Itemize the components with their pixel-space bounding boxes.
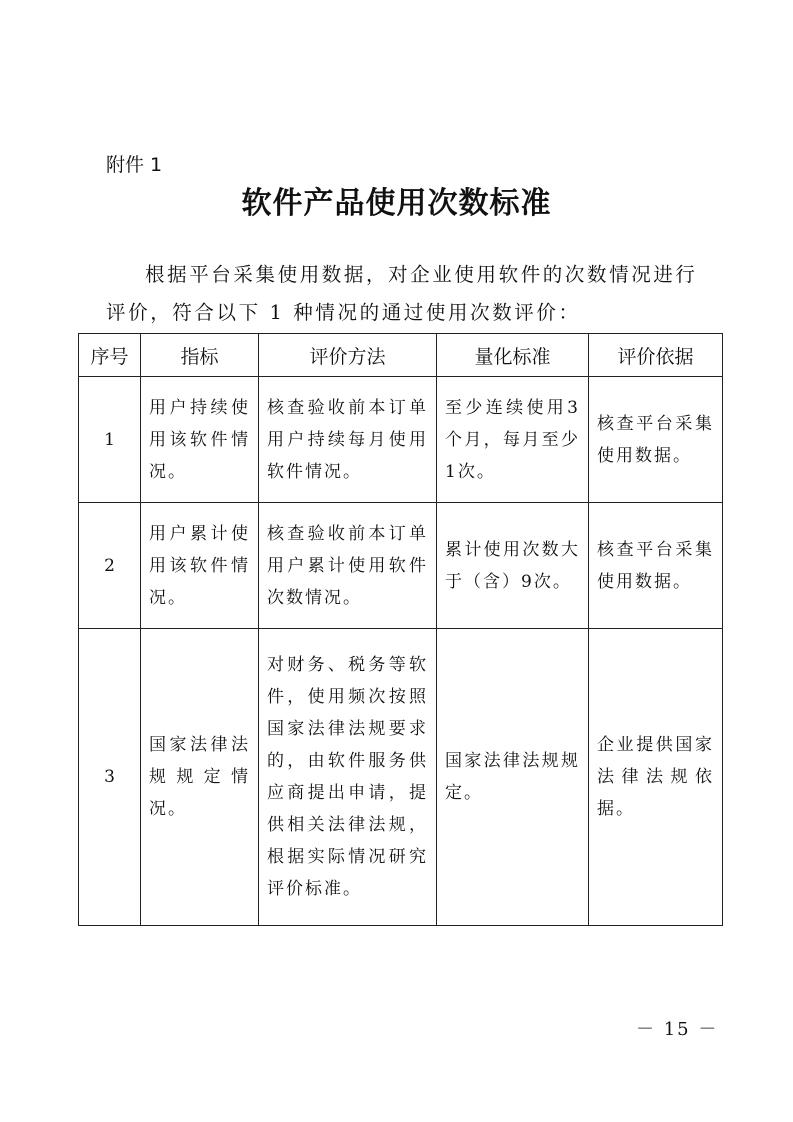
cell-standard: 至少连续使用3个月，每月至少1次。 <box>437 377 589 503</box>
cell-method: 核查验收前本订单用户累计使用软件次数情况。 <box>259 503 437 629</box>
cell-indicator: 用户持续使用该软件情况。 <box>141 377 259 503</box>
table-row <box>79 629 723 926</box>
header-basis: 评价依据 <box>589 334 723 377</box>
header-indicator: 指标 <box>141 334 259 377</box>
cell-standard: 国家法律法规规定。 <box>437 629 589 926</box>
header-standard: 量化标准 <box>437 334 589 377</box>
table-row <box>79 503 723 629</box>
table-row <box>79 377 723 503</box>
page-number: － 15 － <box>636 1019 719 1040</box>
cell-basis: 企业提供国家法律法规依据。 <box>589 629 723 926</box>
cell-basis: 核查平台采集使用数据。 <box>589 377 723 503</box>
cell-method: 核查验收前本订单用户持续每月使用软件情况。 <box>259 377 437 503</box>
document-title: 软件产品使用次数标准 <box>241 186 552 221</box>
standards-table <box>78 333 723 926</box>
cell-standard: 累计使用次数大于（含）9次。 <box>437 503 589 629</box>
intro-paragraph <box>106 256 704 332</box>
attachment-label: 附件 1 <box>106 154 163 176</box>
cell-indicator: 用户累计使用该软件情况。 <box>141 503 259 629</box>
cell-seq: 2 <box>79 503 141 629</box>
header-method: 评价方法 <box>259 334 437 377</box>
cell-basis: 核查平台采集使用数据。 <box>589 503 723 629</box>
cell-method: 对财务、税务等软件，使用频次按照国家法律法规要求的，由软件服务供应商提出申请，提供相关法律法规，根据实际情况研究评价标准。 <box>259 629 437 926</box>
cell-seq: 3 <box>79 629 141 926</box>
table-header-row <box>79 334 723 377</box>
header-seq: 序号 <box>79 334 141 377</box>
cell-indicator: 国家法律法规规定情况。 <box>141 629 259 926</box>
intro-text: 根据平台采集使用数据，对企业使用软件的次数情况进行评价，符合以下 1 种情况的通过使用次数评价： <box>106 263 698 324</box>
cell-seq: 1 <box>79 377 141 503</box>
